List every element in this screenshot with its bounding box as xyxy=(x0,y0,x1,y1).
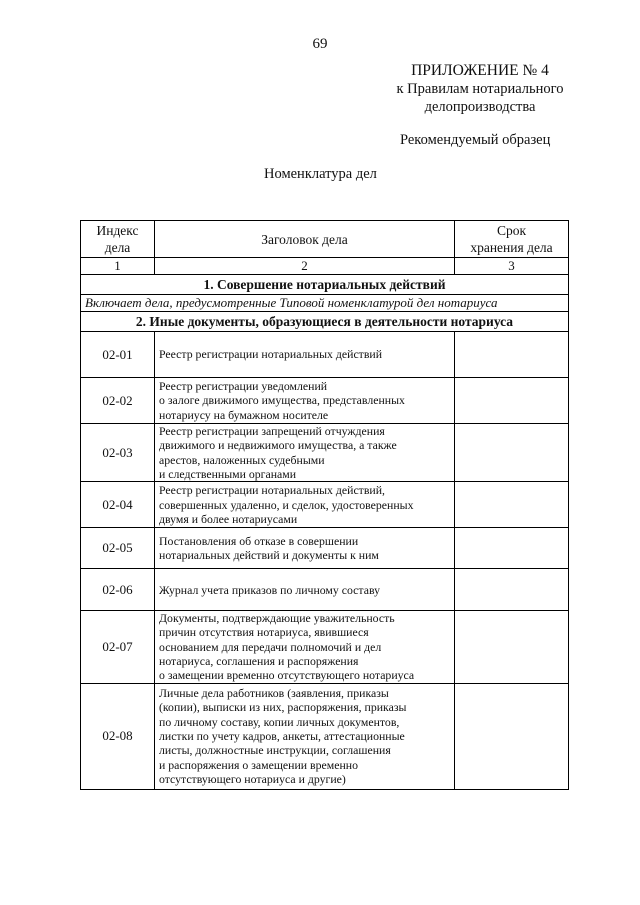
nomenclature-table xyxy=(80,220,569,790)
row-index: 02-06 xyxy=(81,569,155,611)
table-row xyxy=(81,424,569,482)
row-term xyxy=(455,424,569,482)
header-title: Заголовок дела xyxy=(155,221,455,258)
row-title-line: арестов, наложенных судебными xyxy=(159,452,325,467)
document-title: Номенклатура дел xyxy=(264,166,377,182)
row-title xyxy=(155,482,455,528)
row-title xyxy=(155,424,455,482)
row-title xyxy=(155,683,455,789)
row-title-line: Реестр регистрации нотариальных действий, xyxy=(159,483,385,498)
row-title-line: движимого и недвижимого имущества, а также xyxy=(159,438,397,453)
section-1-title: 1. Совершение нотариальных действий xyxy=(81,275,569,295)
row-title-line: о замещении временно отсутствующего нотариуса xyxy=(159,668,415,683)
row-index: 02-08 xyxy=(81,683,155,789)
table-row xyxy=(81,528,569,569)
row-title xyxy=(155,611,455,683)
appendix-line-1: ПРИЛОЖЕНИЕ № 4 xyxy=(411,62,549,79)
row-title-line: листки по учету кадров, анкеты, аттестационные xyxy=(159,729,405,744)
row-index: 02-02 xyxy=(81,378,155,424)
row-title-line: причин отсутствия нотариуса, явившиеся xyxy=(159,625,369,640)
row-title xyxy=(155,378,455,424)
row-title-line: Реестр регистрации нотариальных действий xyxy=(159,347,383,362)
row-title-line: совершенных удаленно, и сделок, удостоверенных xyxy=(159,497,414,512)
row-title-line: листы, должностные инструкции, соглашения xyxy=(159,743,391,758)
column-number-2: 2 xyxy=(155,258,455,275)
row-term xyxy=(455,569,569,611)
table-row xyxy=(81,482,569,528)
row-title-line: Постановления об отказе в совершении xyxy=(159,533,359,548)
table-row xyxy=(81,378,569,424)
row-title-line: (копии), выписки из них, распоряжения, приказы xyxy=(159,700,407,715)
row-title-line: Журнал учета приказов по личному составу xyxy=(159,582,381,597)
section-1-note-row xyxy=(81,295,569,312)
row-title-line: отсутствующего нотариуса и другие) xyxy=(159,771,346,786)
header-row xyxy=(81,221,569,258)
column-number-1: 1 xyxy=(81,258,155,275)
column-number-3: 3 xyxy=(455,258,569,275)
row-index: 02-01 xyxy=(81,332,155,378)
row-term xyxy=(455,482,569,528)
sample-label: Рекомендуемый образец xyxy=(400,132,551,148)
header-index-line-2: дела xyxy=(104,240,131,255)
row-title-line: Личные дела работников (заявления, приказы xyxy=(159,686,389,701)
row-title xyxy=(155,569,455,611)
appendix-header xyxy=(380,62,580,116)
row-term xyxy=(455,378,569,424)
row-title-line: Реестр регистрации уведомлений xyxy=(159,379,328,394)
row-title-line: нотариусу на бумажном носителе xyxy=(159,407,329,422)
row-term xyxy=(455,611,569,683)
header-term xyxy=(455,221,569,258)
section-1-note: Включает дела, предусмотренные Типовой номенклатурой дел нотариуса xyxy=(81,295,569,312)
row-title-line: нотариуса, соглашения и распоряжения xyxy=(159,654,359,669)
row-title-line: и следственными органами xyxy=(159,466,297,481)
row-index: 02-03 xyxy=(81,424,155,482)
row-term xyxy=(455,528,569,569)
row-title xyxy=(155,528,455,569)
row-title-line: и распоряжения о замещении временно xyxy=(159,757,358,772)
table-row xyxy=(81,569,569,611)
row-title-line: Документы, подтверждающие уважительность xyxy=(159,611,395,626)
row-title xyxy=(155,332,455,378)
row-index: 02-04 xyxy=(81,482,155,528)
section-1-row xyxy=(81,275,569,295)
page-number: 69 xyxy=(312,36,328,52)
section-2-row xyxy=(81,312,569,332)
row-title-line: Реестр регистрации запрещений отчуждения xyxy=(159,424,385,438)
section-2-title: 2. Иные документы, образующиеся в деятельности нотариуса xyxy=(81,312,569,332)
row-title-line: основанием для передачи полномочий и дел xyxy=(159,639,382,654)
row-title-line: по личному составу, копии личных документов, xyxy=(159,714,400,729)
table-row xyxy=(81,332,569,378)
header-index xyxy=(81,221,155,258)
row-term xyxy=(455,683,569,789)
table-row xyxy=(81,611,569,683)
row-term xyxy=(455,332,569,378)
appendix-line-2: к Правилам нотариального xyxy=(396,81,564,97)
row-index: 02-07 xyxy=(81,611,155,683)
row-title-line: двумя и более нотариусами xyxy=(159,511,298,526)
header-term-line-2: хранения дела xyxy=(470,240,553,255)
column-number-row xyxy=(81,258,569,275)
table-row xyxy=(81,683,569,789)
row-index: 02-05 xyxy=(81,528,155,569)
row-title-line: нотариальных действий и документы к ним xyxy=(159,548,379,563)
appendix-line-3: делопроизводства xyxy=(424,99,536,115)
header-term-line-1: Срок xyxy=(496,223,527,238)
row-title-line: о залоге движимого имущества, представленных xyxy=(159,393,405,408)
header-index-line-1: Индекс xyxy=(96,223,139,238)
